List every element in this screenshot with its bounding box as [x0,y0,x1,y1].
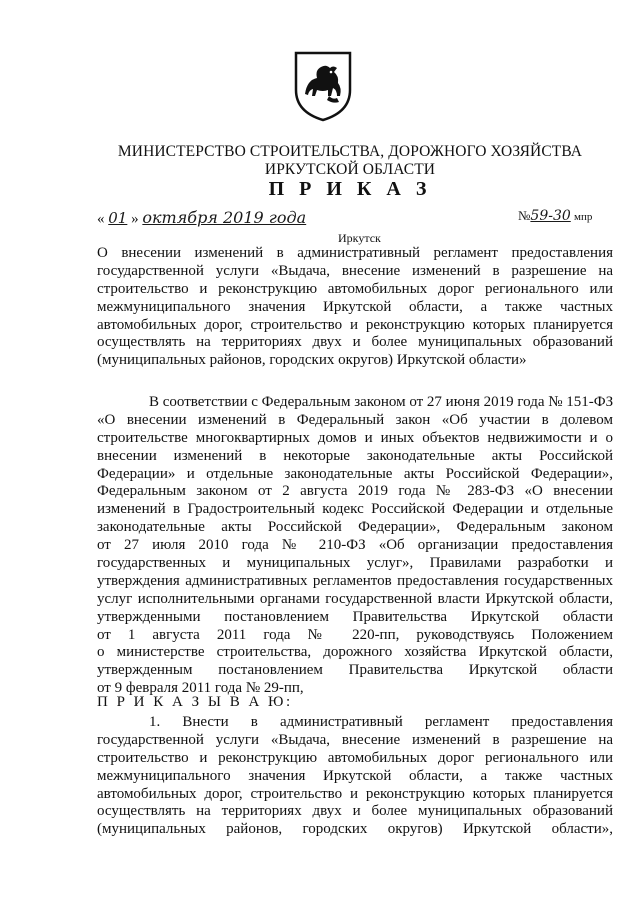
text-line: утвержденным постановлением Правительства Иркутской области [97,662,613,679]
text-line: о министерстве строительства, дорожного хозяйства Иркутской области, [97,644,613,661]
text-line: от 1 августа 2011 года № 220-пп, руководствуясь Положением [97,626,613,643]
order-date [97,208,306,228]
number-prefix: № [518,208,531,223]
text-line: О внесении изменений в административный регламент предоставления [97,245,613,261]
date-quote-open: « [97,211,105,227]
city-name: Иркутск [338,231,381,245]
order-word: П Р И К А З Ы В А Ю: [97,694,293,710]
text-line: осуществлять на территориях двух и более муниципальных образований [97,803,613,820]
text-line: услуг исполнительными органами государственной власти Иркутской области, [97,590,613,607]
ministry-name-line-2: ИРКУТСКОЙ ОБЛАСТИ [264,161,436,178]
text-line: утверждения административных регламентов предоставления государственных [97,572,613,589]
date-day: 01 [108,209,128,227]
text-line: от 9 февраля 2011 года № 29-пп, [97,680,304,697]
text-line: (муниципальных районов, городских округов) Иркутской области» [97,352,527,369]
text-line: автомобильных дорог, строительство и реконструкцию которых планируется [97,316,613,333]
date-quote-close: » [131,211,139,227]
text-line: автомобильных дорог, строительство и реконструкцию которых планируется [97,785,613,802]
text-line: межмуниципального значения Иркутской области, а также частных [97,298,613,315]
number-value: 59-30 [530,208,571,224]
ministry-name-line-1: МИНИСТЕРСТВО СТРОИТЕЛЬСТВА, ДОРОЖНОГО ХОЗЯЙСТВА [117,143,583,160]
text-line: В соответствии с Федеральным законом от 27 июня 2019 года № 151-ФЗ [149,394,613,410]
order-number [518,208,592,224]
text-line: государственной услуги «Выдача, внесение изменений в разрешение на [97,262,613,279]
text-line: внесении изменений в некоторые законодательные акты Российской [97,447,613,464]
text-line: Федеральным законом от 2 августа 2019 года № 283-ФЗ «О внесении [97,483,613,500]
order-item-1 [97,714,613,839]
text-line: изменений в Градостроительный кодекс Российской Федерации и отдельные [97,501,613,518]
text-line: (муниципальных районов, городских округов) Иркутской области», [97,821,613,838]
text-line: государственных и муниципальных услуг», Правилами разработки и [97,555,613,572]
order-preamble [97,394,613,698]
coat-of-arms-icon [293,50,353,122]
date-month-year: октября 2019 года [142,208,307,227]
text-line: законодательные акты Российской Федерации», Федеральным законом [97,519,613,536]
text-line: 1. Внести в административный регламент предоставления [149,714,613,730]
document-title: П Р И К А З [268,178,432,200]
order-subject [97,245,613,370]
text-line: осуществлять на территориях двух и более муниципальных образований [97,334,613,351]
text-line: утвержденными постановлением Правительства Иркутской области [97,608,613,625]
text-line: «О внесении изменений в Федеральный закон «Об участии в долевом [97,411,613,428]
text-line: строительстве многоквартирных домов и иных объектов недвижимости и о [97,429,613,446]
text-line: строительство и реконструкцию автомобильных дорог регионального или [97,280,613,297]
number-suffix: мпр [574,211,593,223]
text-line: строительство и реконструкцию автомобильных дорог регионального или [97,749,613,766]
text-line: от 27 июля 2010 года № 210-ФЗ «Об организации предоставления [97,537,613,554]
text-line: межмуниципального значения Иркутской области, а также частных [97,767,613,784]
text-line: Федерации» и отдельные законодательные акты Российской Федерации», [97,465,613,482]
text-line: государственной услуги «Выдача, внесение изменений в разрешение на [97,731,613,748]
